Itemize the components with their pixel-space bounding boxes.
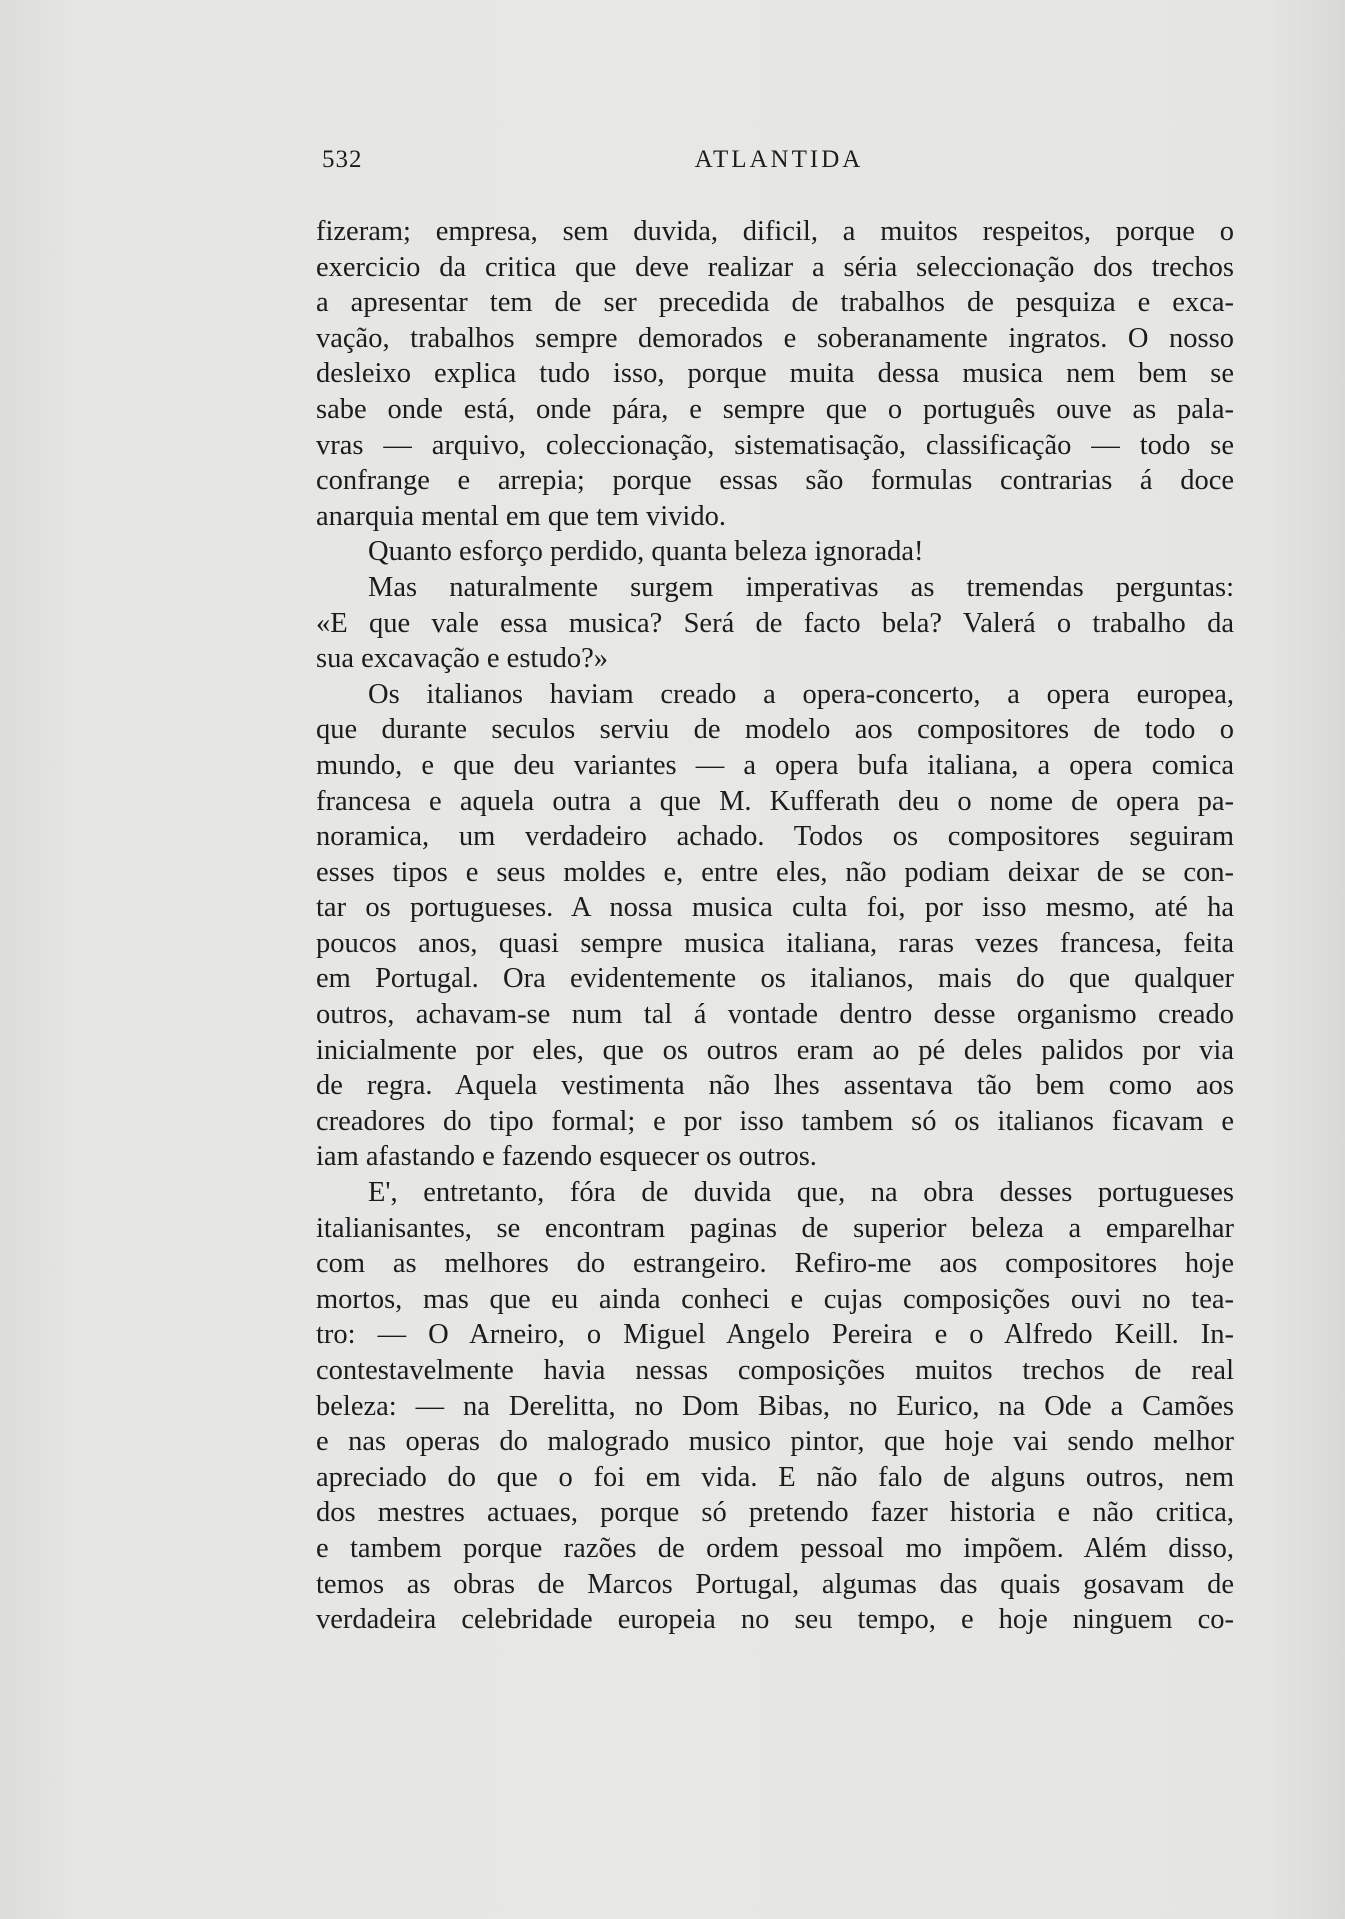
text-line: esses tipos e seus moldes e, entre eles, não podiam deixar de se con-	[316, 856, 1234, 888]
text-line: tar os portugueses. A nossa musica culta foi, por isso mesmo, até ha	[316, 892, 1234, 924]
text-line: desleixo explica tudo isso, porque muita dessa musica nem bem se	[316, 358, 1234, 390]
text-line: vação, trabalhos sempre demorados e soberanamente ingratos. O nosso	[316, 322, 1234, 354]
text-line: iam afastando e fazendo esquecer os outros.	[316, 1141, 817, 1173]
text-line: tro: — O Arneiro, o Miguel Angelo Pereira e o Alfredo Keill. In-	[316, 1319, 1234, 1351]
text-line: que durante seculos serviu de modelo aos compositores de todo o	[316, 714, 1234, 746]
text-line: Os italianos haviam creado a opera-concerto, a opera europea,	[368, 678, 1234, 710]
text-line: poucos anos, quasi sempre musica italiana, raras vezes francesa, feita	[316, 927, 1234, 959]
text-line: Quanto esforço perdido, quanta beleza ignorada!	[368, 536, 924, 568]
text-line: anarquia mental em que tem vivido.	[316, 500, 726, 532]
text-line: «E que vale essa musica? Será de facto bela? Valerá o trabalho da	[316, 607, 1234, 639]
text-line: mundo, e que deu variantes — a opera bufa italiana, a opera comica	[316, 749, 1234, 781]
text-line: e tambem porque razões de ordem pessoal mo impõem. Além disso,	[316, 1532, 1234, 1564]
text-line: sua excavação e estudo?»	[316, 643, 608, 675]
text-line: contestavelmente havia nessas composições muitos trechos de real	[316, 1355, 1234, 1386]
text-line: Mas naturalmente surgem imperativas as tremendas perguntas:	[368, 571, 1234, 603]
text-line: e nas operas do malogrado musico pintor, que hoje vai sendo melhor	[316, 1426, 1234, 1458]
page-number: 532	[322, 146, 363, 173]
text-line: com as melhores do estrangeiro. Refiro-me aos compositores hoje	[316, 1248, 1234, 1280]
text-line: confrange e arrepia; porque essas são formulas contrarias á doce	[316, 465, 1234, 497]
text-line: beleza: — na Derelitta, no Dom Bibas, no Eurico, na Ode a Camões	[316, 1390, 1234, 1422]
text-line: apreciado do que o foi em vida. E não falo de alguns outros, nem	[316, 1461, 1234, 1493]
text-line: a apresentar tem de ser precedida de trabalhos de pesquiza e exca-	[316, 287, 1234, 319]
text-line: de regra. Aquela vestimenta não lhes assentava tão bem como aos	[316, 1070, 1234, 1102]
text-line: exercicio da critica que deve realizar a séria seleccionação dos trechos	[316, 251, 1234, 283]
text-line: dos mestres actuaes, porque só pretendo fazer historia e não critica,	[316, 1497, 1234, 1529]
running-title: ATLANTIDA	[694, 146, 864, 173]
text-line: mortos, mas que eu ainda conheci e cujas composições ouvi no tea-	[316, 1283, 1234, 1315]
text-line: noramica, um verdadeiro achado. Todos os compositores seguiram	[316, 821, 1234, 853]
text-line: sabe onde está, onde pára, e sempre que o português ouve as pala-	[316, 393, 1234, 425]
text-line: outros, achavam-se num tal á vontade dentro desse organismo creado	[316, 999, 1234, 1031]
text-line: francesa e aquela outra a que M. Kufferath deu o nome de opera pa-	[316, 785, 1234, 817]
page-header	[322, 146, 1236, 180]
text-line: E', entretanto, fóra de duvida que, na obra desses portugueses	[368, 1177, 1234, 1209]
text-line: temos as obras de Marcos Portugal, algumas das quais gosavam de	[316, 1568, 1234, 1600]
text-line: inicialmente por eles, que os outros eram ao pé deles palidos por via	[316, 1034, 1234, 1066]
text-line: verdadeira celebridade europeia no seu tempo, e hoje ninguem co-	[316, 1604, 1234, 1636]
text-line: italianisantes, se encontram paginas de superior beleza a emparelhar	[316, 1212, 1234, 1244]
text-line: em Portugal. Ora evidentemente os italianos, mais do que qualquer	[316, 963, 1234, 995]
text-line: vras — arquivo, coleccionação, sistematisação, classificação — todo se	[316, 429, 1234, 461]
body-text	[316, 214, 1234, 1638]
text-line: fizeram; empresa, sem duvida, dificil, a muitos respeitos, porque o	[316, 216, 1234, 247]
text-line: creadores do tipo formal; e por isso tambem só os italianos ficavam e	[316, 1105, 1234, 1137]
